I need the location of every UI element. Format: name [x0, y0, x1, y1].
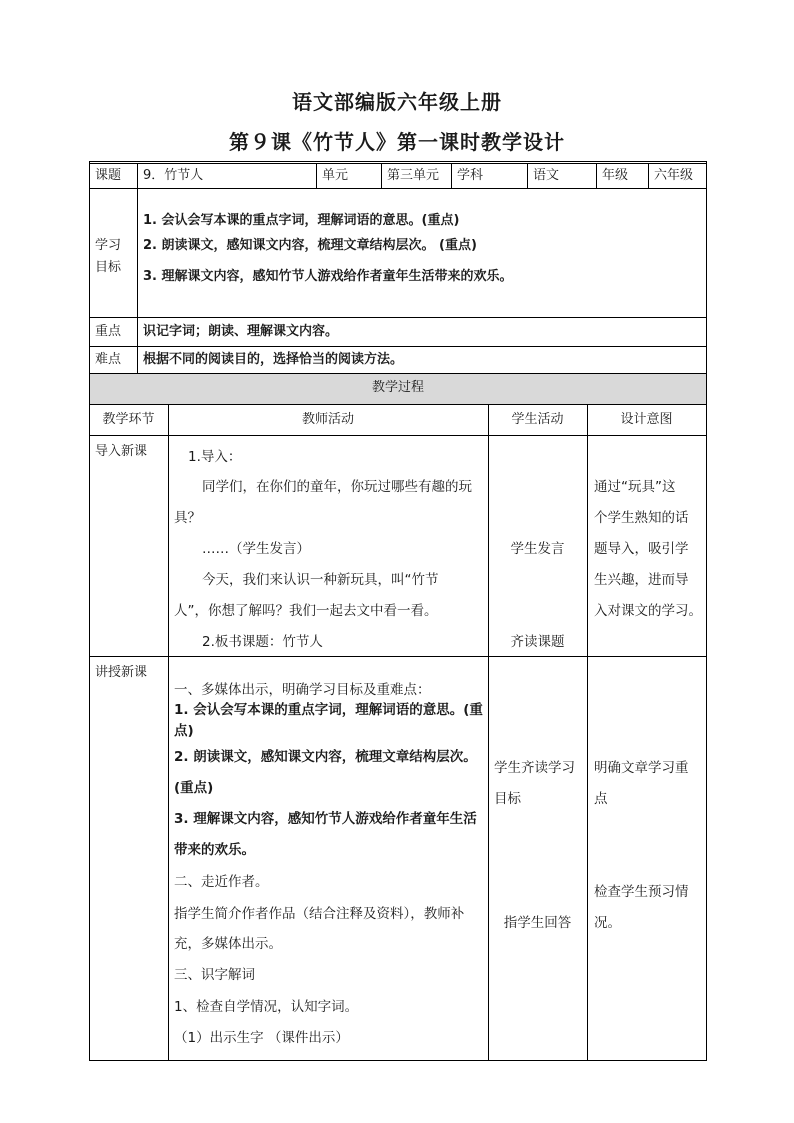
goal-item: 2. 朗读课文，感知课文内容，梳理文章结构层次。 (重点): [143, 238, 477, 253]
table-rule: [648, 163, 649, 188]
teacher-line: 同学们，在你们的童年，你玩过哪些有趣的玩: [202, 479, 472, 495]
lesson-label: 课题: [95, 168, 122, 183]
doc-subtitle: 第９课《竹节人》第一课时教学设计: [229, 130, 565, 154]
header-stage: 教学环节: [102, 412, 155, 427]
subject-value: 语文: [533, 168, 560, 183]
table-rule: [89, 317, 707, 318]
table-rule: [381, 163, 382, 188]
intent-line: 况。: [594, 915, 621, 931]
header-student: 学生活动: [511, 412, 564, 427]
grade-value: 六年级: [654, 168, 694, 183]
lesson-value: 9．竹节人: [143, 168, 204, 183]
intent-line: 通过“玩具”这: [594, 479, 676, 495]
table-rule: [89, 404, 707, 405]
teacher-line: 点): [174, 723, 194, 739]
stage-teaching: 讲授新课: [95, 665, 148, 680]
teacher-line: 人”，你想了解吗？我们一起去文中看一看。: [174, 603, 438, 619]
teacher-line: 3. 理解课文内容，感知竹节人游戏给作者童年生活: [174, 811, 477, 827]
goal-item: 3. 理解课文内容，感知竹节人游戏给作者童年生活带来的欢乐。: [143, 269, 513, 284]
key-label: 重点: [95, 324, 122, 339]
table-rule: [527, 163, 528, 188]
table-border-bottom: [89, 1060, 707, 1061]
table-rule: [89, 656, 707, 657]
process-title: 教学过程: [371, 380, 424, 395]
table-border-top: [89, 161, 707, 162]
teacher-line: 1.导入：: [188, 449, 242, 465]
table-border-right: [706, 161, 707, 1061]
teacher-line: 具？: [174, 510, 201, 526]
grade-label: 年级: [602, 168, 629, 183]
intent-line: 检查学生预习情: [594, 884, 689, 900]
table-rule: [168, 404, 169, 1060]
teacher-line: 带来的欢乐。: [174, 842, 255, 858]
table-rule: [89, 346, 707, 347]
difficulty-label: 难点: [95, 352, 122, 367]
table-rule: [89, 163, 707, 164]
table-rule: [451, 163, 452, 188]
table-rule: [89, 435, 707, 436]
header-intent: 设计意图: [620, 412, 673, 427]
intent-line: 点: [594, 791, 608, 807]
unit-value: 第三单元: [387, 168, 440, 183]
teacher-line: 2.板书课题：竹节人: [202, 634, 323, 650]
student-activity: 学生发言: [510, 541, 565, 557]
teacher-line: 1、检查自学情况，认知字词。: [174, 999, 359, 1015]
teacher-line: 指学生简介作者作品（结合注释及资料），教师补: [174, 906, 465, 922]
key-value: 识记字词；朗读、理解课文内容。: [143, 324, 339, 339]
table-rule: [89, 373, 707, 374]
teacher-line: 二、走近作者。: [174, 874, 269, 890]
table-rule: [137, 163, 138, 373]
table-rule: [488, 404, 489, 1060]
table-rule: [587, 404, 588, 1060]
teacher-line: (重点): [174, 780, 214, 796]
stage-intro: 导入新课: [95, 444, 148, 459]
student-activity: 指学生回答: [503, 915, 572, 931]
teacher-line: 充，多媒体出示。: [174, 936, 282, 952]
header-teacher: 教师活动: [301, 412, 354, 427]
teacher-line: ……（学生发言）: [202, 541, 310, 557]
teacher-line: 三、识字解词: [174, 967, 255, 983]
table-rule: [596, 163, 597, 188]
goal-item: 1. 会认会写本课的重点字词，理解词语的意思。(重点): [143, 213, 460, 228]
student-activity: 学生齐读学习: [494, 760, 575, 776]
student-activity: 目标: [494, 791, 521, 807]
teacher-line: 2. 朗读课文，感知课文内容，梳理文章结构层次。: [174, 749, 477, 765]
teacher-line: 1. 会认会写本课的重点字词，理解词语的意思。(重: [174, 702, 483, 718]
teacher-line: 今天，我们来认识一种新玩具，叫“竹节: [202, 572, 439, 588]
student-activity: 齐读课题: [510, 634, 565, 650]
table-rule: [89, 188, 707, 189]
intent-line: 个学生熟知的话: [594, 510, 689, 526]
intent-line: 明确文章学习重: [594, 760, 689, 776]
goals-label-line1: 学习: [95, 238, 122, 253]
table-border-left: [89, 161, 90, 1061]
unit-label: 单元: [322, 168, 349, 183]
difficulty-value: 根据不同的阅读目的，选择恰当的阅读方法。: [143, 352, 404, 367]
table-rule: [316, 163, 317, 188]
teacher-line: 一、多媒体出示，明确学习目标及重难点：: [174, 682, 431, 698]
intent-line: 入对课文的学习。: [594, 603, 702, 619]
goals-label-line2: 目标: [95, 260, 122, 275]
subject-label: 学科: [457, 168, 484, 183]
teacher-line: （1）出示生字 （课件出示）: [174, 1030, 349, 1046]
doc-title: 语文部编版六年级上册: [292, 90, 502, 114]
intent-line: 题导入，吸引学: [594, 541, 689, 557]
intent-line: 生兴趣，进而导: [594, 572, 689, 588]
